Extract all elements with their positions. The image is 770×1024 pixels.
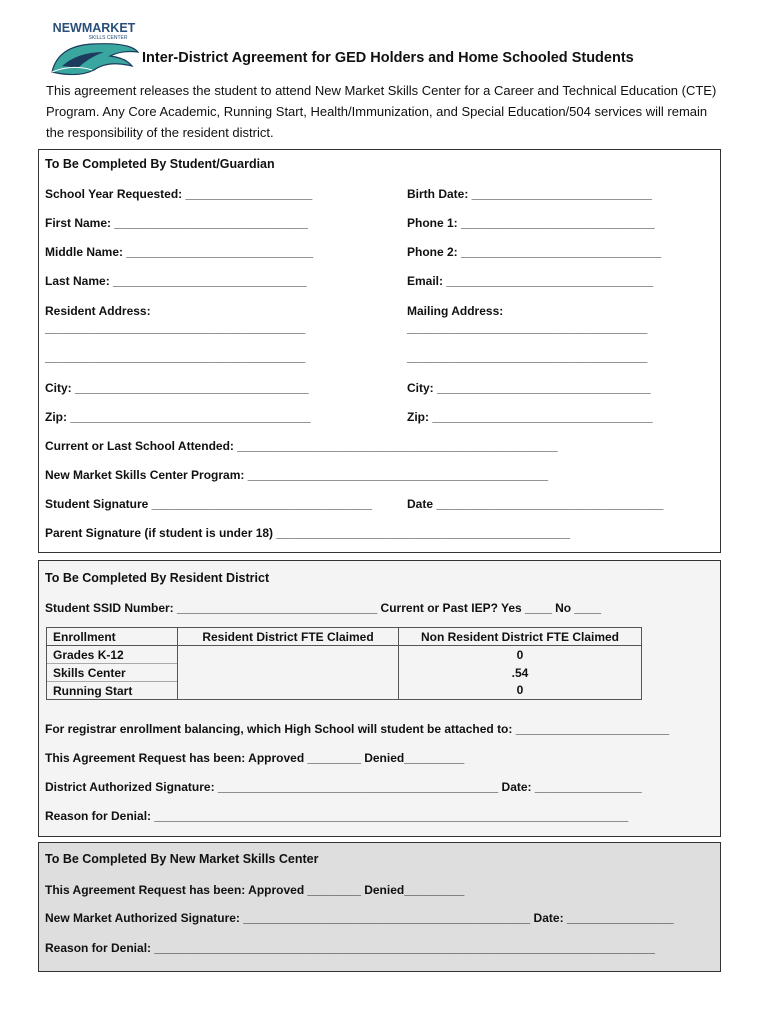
resident-fte-cell[interactable] [178,646,399,664]
header-nonresident-fte: Non Resident District FTE Claimed [399,628,642,646]
mailing-address-line-1[interactable]: ____________________________________ [407,321,648,335]
resident-address-line-1[interactable]: _______________________________________ [45,321,306,335]
header-resident-fte: Resident District FTE Claimed [178,628,399,646]
resident-address-label: Resident Address: [45,304,151,318]
new-market-logo [48,20,140,78]
resident-city-field[interactable]: City: ___________________________________ [45,381,309,395]
skills-signature-field[interactable]: New Market Authorized Signature: ___________________________________________ Date: ________________ [45,911,674,925]
logo-subtext: SKILLS CENTER [88,35,128,41]
page-title: Inter-District Agreement for GED Holders and Home Schooled Students [142,50,634,66]
district-signature-field[interactable]: District Authorized Signature: __________________________________________ Date: ________________ [45,780,642,794]
table-row [47,664,642,682]
header-enrollment: Enrollment [47,628,178,646]
resident-fte-cell[interactable] [178,664,399,682]
student-date-field[interactable]: Date __________________________________ [407,497,664,511]
table-header-row [47,628,642,646]
logo-wordmark: NEWMARKET [52,21,136,35]
middle-name-field[interactable]: Middle Name: ____________________________ [45,245,314,259]
last-name-field[interactable]: Last Name: _____________________________ [45,274,307,288]
current-school-field[interactable]: Current or Last School Attended: ________________________________________________ [45,439,558,453]
registrar-field[interactable]: For registrar enrollment balancing, which High School will student be attached to: _______________________ [45,722,670,736]
mailing-city-field[interactable]: City: ________________________________ [407,381,651,395]
resident-zip-field[interactable]: Zip: ____________________________________ [45,410,311,424]
resident-fte-cell[interactable] [178,682,399,700]
row-label: Running Start [47,682,178,700]
district-agreement-status[interactable]: This Agreement Request has been: Approved ________ Denied_________ [45,751,465,765]
nonresident-fte-cell: 0 [399,646,642,664]
birth-date-field[interactable]: Birth Date: ___________________________ [407,187,652,201]
mailing-address-line-2[interactable]: ____________________________________ [407,350,648,364]
mailing-zip-field[interactable]: Zip: _________________________________ [407,410,653,424]
skills-section-heading: To Be Completed By New Market Skills Center [45,852,319,866]
resident-address-line-2[interactable]: _______________________________________ [45,350,306,364]
student-section-heading: To Be Completed By Student/Guardian [45,157,275,171]
email-field[interactable]: Email: _______________________________ [407,274,654,288]
nonresident-fte-cell: 0 [399,682,642,700]
table-row [47,682,642,700]
program-field[interactable]: New Market Skills Center Program: _____________________________________________ [45,468,549,482]
table-row [47,646,642,664]
row-label: Skills Center [47,664,178,682]
school-year-field[interactable]: School Year Requested: ___________________ [45,187,313,201]
phone2-field[interactable]: Phone 2: ______________________________ [407,245,662,259]
nonresident-fte-cell: .54 [399,664,642,682]
row-label: Grades K-12 [47,646,178,664]
district-section-heading: To Be Completed By Resident District [45,571,270,585]
student-signature-field[interactable]: Student Signature _________________________________ [45,497,372,511]
fte-table [46,627,642,700]
district-denial-reason-field[interactable]: Reason for Denial: _______________________________________________________________________ [45,809,629,823]
ssid-iep-field[interactable]: Student SSID Number: ______________________________ Current or Past IEP? Yes ____ No ____ [45,601,602,615]
phone1-field[interactable]: Phone 1: _____________________________ [407,216,655,230]
mailing-address-label: Mailing Address: [407,304,504,318]
skills-denial-reason-field[interactable]: Reason for Denial: ___________________________________________________________________________ [45,941,655,955]
first-name-field[interactable]: First Name: _____________________________ [45,216,308,230]
skills-agreement-status[interactable]: This Agreement Request has been: Approved ________ Denied_________ [45,883,465,897]
intro-paragraph: This agreement releases the student to attend New Market Skills Center for a Career and Technical Education (CTE) Program. Any Core Academic, Running Start, Health/Immunization, and Special Education/504 services will remain the responsibility of the resident district. [46,83,717,140]
parent-signature-field[interactable]: Parent Signature (if student is under 18) ____________________________________________ [45,526,571,540]
